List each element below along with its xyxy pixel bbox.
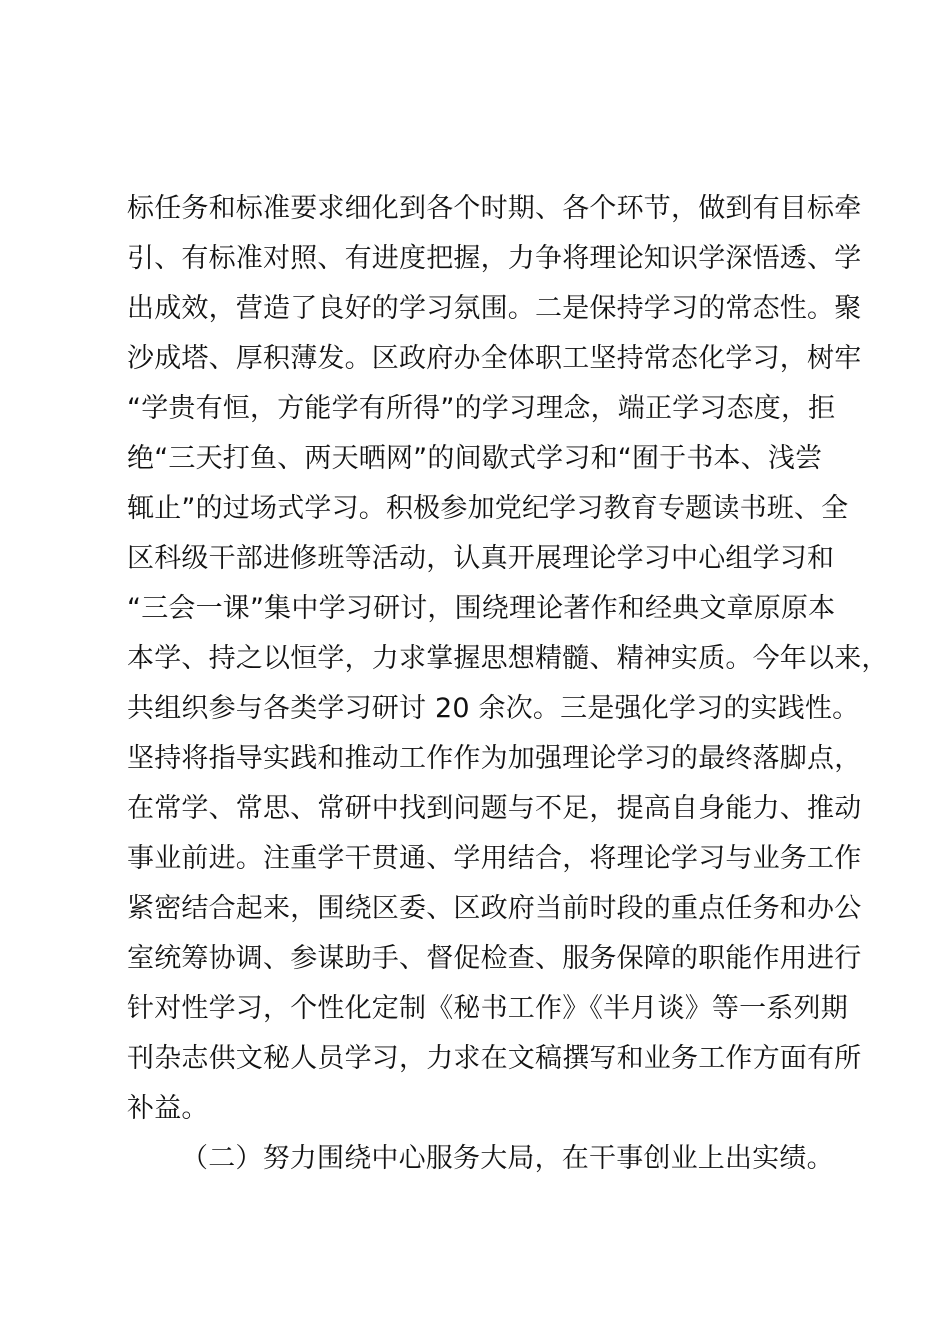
paragraph-line: 坚持将指导实践和推动工作作为加强理论学习的最终落脚点，	[127, 743, 862, 774]
paragraph-line: 绝“三天打鱼、两天晒网”的间歇式学习和“囿于书本、浅尝	[127, 443, 823, 474]
body-text	[127, 184, 889, 1184]
paragraph-line: 补益。	[127, 1093, 209, 1124]
paragraph-line: 本学、持之以恒学，力求掌握思想精髓、精神实质。今年以来，	[127, 643, 889, 674]
paragraph-line: 区科级干部进修班等活动，认真开展理论学习中心组学习和	[127, 543, 835, 574]
paragraph-line: 紧密结合起来，围绕区委、区政府当前时段的重点任务和办公	[127, 893, 862, 924]
paragraph-line: 刊杂志供文秘人员学习，力求在文稿撰写和业务工作方面有所	[127, 1043, 862, 1074]
paragraph-line: 事业前进。注重学干贯通、学用结合，将理论学习与业务工作	[127, 843, 862, 874]
section-heading: （二）努力围绕中心服务大局，在干事创业上出实绩。	[181, 1143, 834, 1174]
paragraph-line: 辄止”的过场式学习。积极参加党纪学习教育专题读书班、全	[127, 493, 849, 524]
paragraph-line: 针对性学习，个性化定制《秘书工作》《半月谈》等一系列期	[127, 993, 848, 1024]
paragraph-line: “三会一课”集中学习研讨，围绕理论著作和经典文章原原本	[127, 593, 836, 624]
paragraph-line: 引、有标准对照、有进度把握，力争将理论知识学深悟透、学	[127, 243, 862, 274]
paragraph-line: “学贵有恒，方能学有所得”的学习理念，端正学习态度，拒	[127, 393, 836, 424]
paragraph-line: 标任务和标准要求细化到各个时期、各个环节，做到有目标牵	[127, 193, 862, 224]
paragraph-line: 在常学、常思、常研中找到问题与不足，提高自身能力、推动	[127, 793, 862, 824]
paragraph-line: 共组织参与各类学习研讨 20 余次。三是强化学习的实践性。	[127, 693, 860, 724]
paragraph-line: 出成效，营造了良好的学习氛围。二是保持学习的常态性。聚	[127, 293, 862, 324]
paragraph-line: 室统筹协调、参谋助手、督促检查、服务保障的职能作用进行	[127, 943, 862, 974]
paragraph-line: 沙成塔、厚积薄发。区政府办全体职工坚持常态化学习，树牢	[127, 343, 862, 374]
